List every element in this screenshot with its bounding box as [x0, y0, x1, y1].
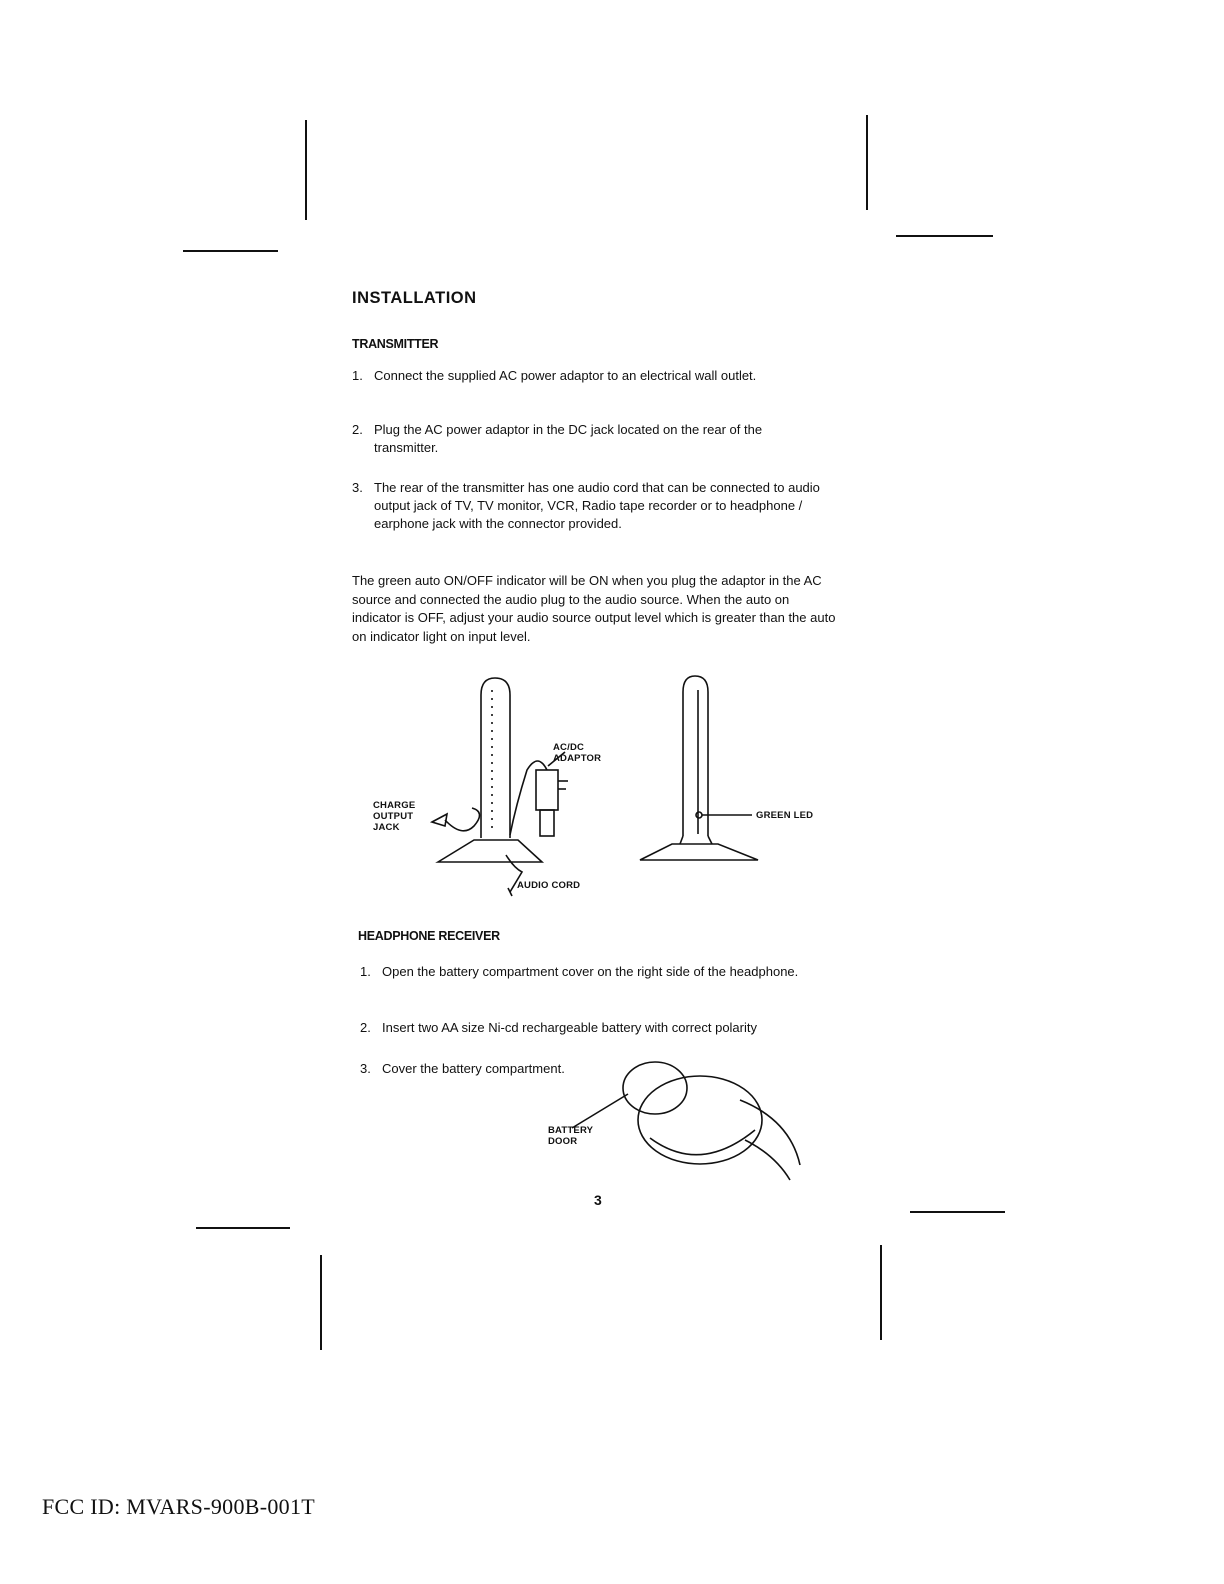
charge-jack-arrow — [432, 814, 447, 826]
receiver-title: HEADPHONE RECEIVER — [358, 929, 500, 943]
step-number: 1. — [352, 368, 363, 383]
transmitter-title: TRANSMITTER — [352, 337, 439, 351]
step-number: 2. — [360, 1020, 371, 1035]
headphone-earcup — [638, 1076, 762, 1164]
headphone-band — [740, 1100, 800, 1165]
step-text: Open the battery compartment cover on the right side of the headphone. — [382, 964, 799, 979]
battery-door-label: BATTERY DOOR — [548, 1125, 594, 1147]
step-text: Plug the AC power adaptor in the DC jack located on the rear of the transmitter. — [374, 422, 763, 455]
audio-cord-label: AUDIO CORD — [517, 880, 581, 891]
step-text: The rear of the transmitter has one audio cord that can be connected to audio output jack of TV, TV monitor, VCR, Radio tape recorder or to headphone / earphone jack with the connector provided. — [374, 480, 820, 531]
step-text: Insert two AA size Ni-cd rechargeable battery with correct polarity — [382, 1020, 757, 1035]
charge-jack-label: CHARGE OUTPUT JACK — [373, 800, 416, 833]
receiver-step-2 — [360, 1019, 850, 1037]
indicator-note: The green auto ON/OFF indicator will be ON when you plug the adaptor in the AC source and connected the audio plug to the audio source. When the auto on indicator is OFF, adjust your audio source output level which is greater than the auto on indicator light on input level. — [352, 573, 836, 644]
adaptor-box — [536, 770, 558, 810]
transmitter-base — [438, 840, 542, 862]
receiver-step-1 — [360, 963, 830, 981]
battery-door-icon — [623, 1062, 687, 1114]
step-text: Cover the battery compartment. — [382, 1061, 565, 1076]
green-led-icon — [696, 812, 702, 818]
transmitter-side-base — [640, 844, 758, 860]
section-heading: INSTALLATION — [352, 289, 477, 307]
step-text: Connect the supplied AC power adaptor to an electrical wall outlet. — [374, 368, 757, 383]
adaptor-cord — [510, 761, 547, 835]
step-number: 3. — [352, 480, 363, 495]
transmitter-side-neck — [708, 836, 712, 844]
step-number: 1. — [360, 964, 371, 979]
transmitter-side-body — [683, 676, 708, 836]
transmitter-body — [481, 678, 510, 838]
green-led-label: GREEN LED — [756, 810, 814, 821]
receiver-step-3 — [360, 1060, 600, 1078]
fcc-id: FCC ID: MVARS-900B-001T — [42, 1494, 315, 1519]
step-number: 3. — [360, 1061, 371, 1076]
headphone-band — [745, 1140, 790, 1180]
charge-cord — [445, 808, 480, 831]
battery-door-leader — [572, 1094, 628, 1128]
adaptor-label: AC/DC ADAPTOR — [553, 742, 602, 764]
headphone-cushion — [650, 1130, 755, 1155]
adaptor-plug — [540, 810, 554, 836]
page-number: 3 — [594, 1192, 602, 1208]
step-number: 2. — [352, 422, 363, 437]
transmitter-side-neck — [680, 836, 683, 844]
